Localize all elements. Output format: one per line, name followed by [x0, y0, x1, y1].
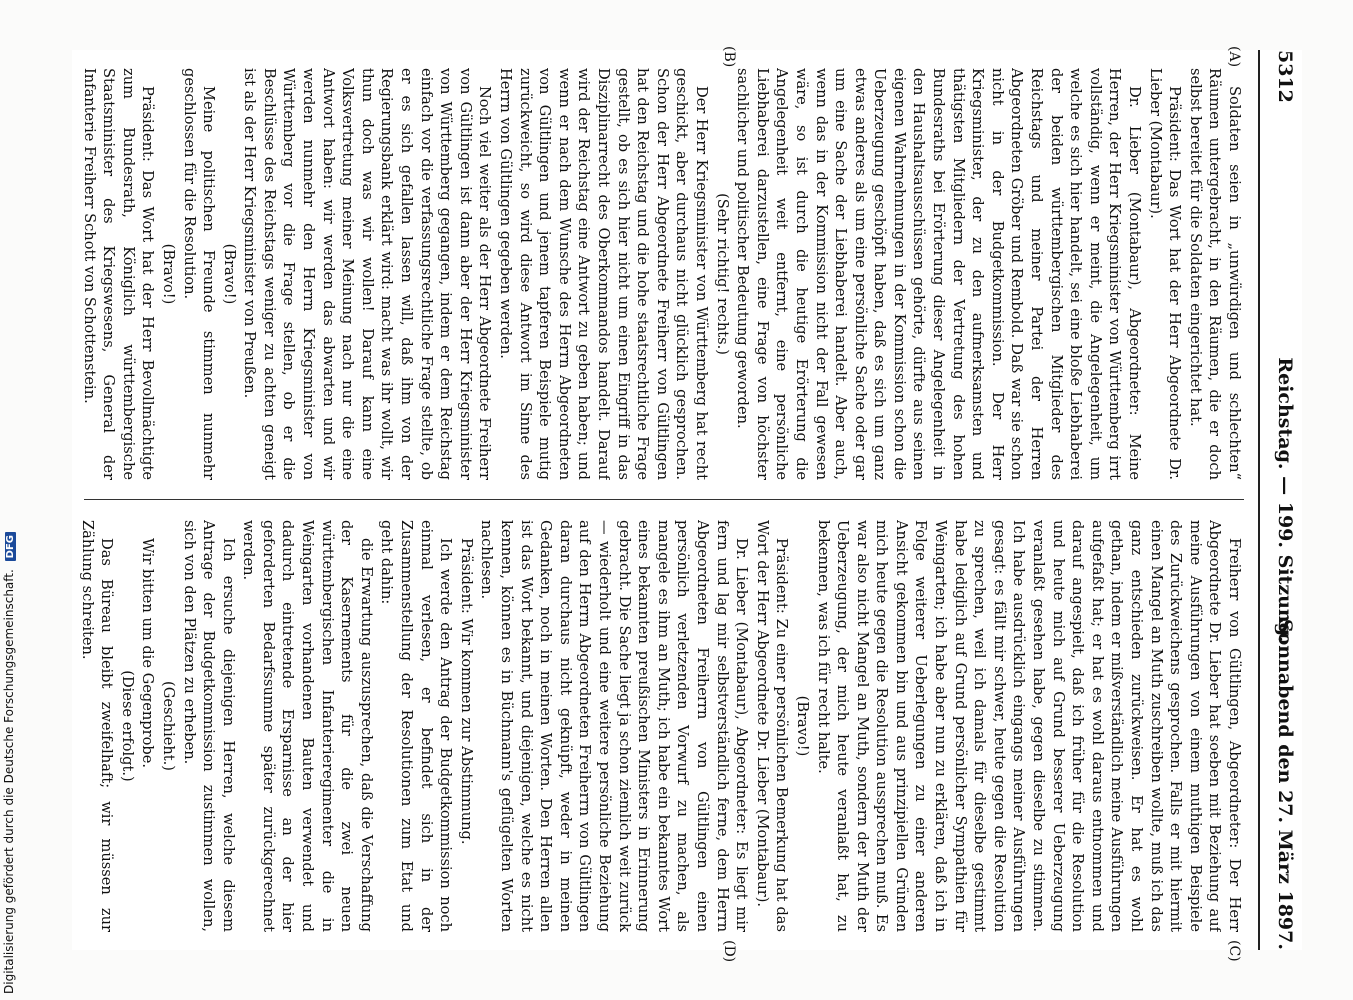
paragraph: Der Herr Kriegsminister von Württemberg hat recht geschickt, aber durchaus nicht glücklich gesprochen. Schon der Herr Abgeordnete Freiherr von Gültlingen hat den Reichstag und die hohe staatsrechtliche Frage gestellt, ob es sich hier nicht um einen Eingriff in das Disziplinarrecht des Oberkommandos handelt. Darauf wird der Reichstag eine Antwort zu geben haben; und wenn er nach dem Wunsche des Herrn Abgeordneten von Gültlingen und jenem tapferen Beispiele mutig zurückweicht, so wird diese Antwort im Sinne des Herrn von Gültlingen gegeben werden.	[497, 68, 710, 480]
dfg-logo: DFG	[5, 532, 16, 561]
paragraph: Dr. Lieber (Montabaur), Abgeordneter: Es liegt mir fern und lag mir selbstverständlich ferne, dem Herrn Abgeordneten Freiherrn von Gültlingen einen persönlich verletzenden Vorwurf zu machen, als mangele es ihm an Muth; ich habe ein bekanntes Wort eines bekannten preußischen Ministers in Erinnerung gebracht. Die Sache liegt ja schon ziemlich weit zurück — wiederholt und eine weitere persönliche Beziehung auf den Herrn Abgeordneten Freiherrn von Gültlingen daran durchaus nicht geknüpft, weder in meinen Gedanken, noch in meinen Worten. Den Herren allen ist das Wort bekannt, und diejenigen, welche es nicht kennen, können es in Büchmann's geflügelten Worten nachlesen.	[478, 520, 751, 932]
page-header	[1262, 50, 1302, 950]
column-rule	[84, 499, 1244, 500]
interjection: (Diese erfolgt.)	[118, 670, 136, 782]
margin-marker-d: (D)	[721, 940, 737, 963]
margin-marker-b: (B)	[721, 46, 737, 68]
interjection: (Bravo!)	[220, 243, 238, 305]
paragraph: Wir bitten um die Gegenprobe.	[139, 538, 157, 768]
paragraph: Freiherr von Gültlingen, Abgeordneter: Der Herr Abgeordnete Dr. Lieber hat soeben mit Beziehung auf meine Ausführungen von einem muthigen Beispiele des Zurückweichens gesprochen. Falls er mit hiermit einen Mangel an Muth zuschreiben wollte, muß ich das ganz entschieden zurückweisen. Er hat es wohl gethan, indem er mißverständlich meine Ausführungen aufgefaßt hat; er hat es wohl daraus entnommen und darauf angespielt, daß ich früher für die Resolution und heute mich auf Grund besserer Ueberzeugung veranlaßt gesehen habe, gegen dieselbe zu stimmen. Ich habe ausdrücklich eingangs meiner Ausführungen gesagt: es fällt mir schwer, heute gegen die Resolution zu sprechen, weil ich damals für dieselbe gestimmt habe lediglich auf Grund persönlicher Sympathien für Weingarten; ich habe aber nun zu erklären, daß ich in Folge weiterer Ueberlegungen zu einer anderen Ansicht gekommen bin und aus prinzipiellen Gründen mich heute gegen die Resolution aussprechen muß. Es war also nicht Mangel an Muth, sondern der Muth der Ueberzeugung, der mich heute veranlaßt hat, zu bekennen, was ich für recht halte.	[814, 520, 1243, 932]
page-number: 5312	[1274, 50, 1296, 103]
interjection: (Geschieht.)	[159, 681, 177, 771]
paragraph: Ich werde den Antrag der Budgetkommission noch einmal verlesen, er befindet sich in der Zusammenstellung der Resolutionen zum Etat und geht dahin:	[378, 520, 455, 932]
paragraph: Dr. Lieber (Montabaur), Abgeordneter: Meine Herren, der Herr Kriegsminister von Württemberg irrt vollständig, wenn er meint, die Angelegenheit, um welche es sich hier handelt, sei eine bloße Liebhaberei der beiden württembergischen Mitglieder des Reichstags und meiner Partei der Herren Abgeordneten Gröber und Rembold. Daß war sie schon nicht in der Budgetkommission. Der Herr Kriegsminister, der zu den aufmerksamsten und thätigsten Mitgliedern der Vertretung des hohen Bundesraths bei Erörterung dieser Angelegenheit in den Haushaltsausschüssen gehörte, dürfte aus seinen eigenen Wahrnehmungen in der Kommission schon die Ueberzeugung geschöpft haben, daß es sich um ganz etwas anderes als um eine persönliche Sache oder gar um eine Sache der Liebhaberei handelt. Aber auch, wenn das in der Kommission nicht der Fall gewesen wäre, so ist durch die heutige Erörterung die Angelegenheit weit entfernt, eine persönliche Liebhaberei darzustellen, eine Frage von höchster sachlicher und politischer Bedeutung geworden.	[734, 68, 1144, 480]
header-rule	[1258, 50, 1260, 950]
margin-marker-a: (A)	[1226, 46, 1242, 68]
session-date: Sonnabend den 27. März 1897.	[1274, 618, 1296, 950]
paragraph: Soldaten seien in „unwürdigen und schlechten“ Räumen untergebracht, in den Räumen, die er doch selbst bereitet für die Soldaten eingerichtet hat.	[1186, 68, 1243, 480]
paragraph: Ich ersuche diejenigen Herren, welche diesem Antrage der Budgetkommission zustimmen wollen, sich von den Plätzen zu erheben.	[180, 520, 237, 932]
paragraph: Meine politischen Freunde stimmen nunmehr geschlossen für die Resolution.	[180, 68, 218, 480]
paragraph: Präsident: Wir kommen zur Abstimmung.	[457, 538, 475, 845]
left-column	[79, 68, 1244, 480]
paragraph: Noch viel weiter als der Herr Abgeordnete Freiherr von Gültlingen ist dann aber der Herr Kriegsminister von Württemberg gegangen, indem er dem Reichstag einfach vor die verfassungsrechtliche Frage stellte, ob er es sich gefallen lassen will, daß ihm von der Regierungsbank erklärt wird: macht was ihr wollt, wir thun doch was wir wollen! Darauf kann eine Volksvertretung meiner Meinung nach nur die eine Antwort haben: wir werden das abwarten und wir werden nunmehr den Herrn Kriegsminister von Württemberg vor die Frage stellen, ob er die Beschlüsse des Reichstags weniger zu achten geneigt ist als der Herr Kriegsminister von Preußen.	[241, 68, 494, 480]
rotated-page	[72, 46, 1302, 963]
interjection: (Bravo!)	[793, 695, 811, 757]
paragraph: Präsident: Zu einer persönlichen Bemerkung hat das Wort der Herr Abgeordnete Dr. Lieber (Montabaur).	[753, 520, 791, 932]
right-column	[79, 520, 1244, 932]
quoted-resolution: die Erwartung auszusprechen, daß die Verschaffung der Kasernements für die zwei neuen württembergischen Infanterieregimenter die in Weingarten vorhandenen Bauten verwendet und dadurch eintretende Ersparnisse an der hier geforderten Bedarfssumme später zurückgerechnet werden.	[240, 520, 375, 932]
interjection: (Bravo!)	[159, 243, 177, 305]
digitization-stamp	[2, 532, 16, 994]
paragraph: Präsident: Das Wort hat der Herr Abgeordnete Dr. Lieber (Montabaur).	[1146, 68, 1184, 480]
margin-marker-c: (C)	[1226, 940, 1242, 962]
paragraph: Das Büreau bleibt zweifelhaft; wir müssen zur Zählung schreiten.	[79, 520, 116, 932]
running-head: Reichstag. — 199. Sitzung.	[1274, 357, 1296, 643]
interjection: (Sehr richtig! rechts.)	[713, 193, 731, 355]
paragraph: Präsident: Das Wort hat der Herr Bevollmächtigte zum Bundesrath, Königlich württembergische Staatsminister des Kriegswesens, General der Infanterie Freiherr Schott von Schottenstein.	[80, 68, 157, 480]
digitization-note: Digitalisierung gefördert durch die Deutsche Forschungsgemeinschaft.	[2, 569, 16, 994]
